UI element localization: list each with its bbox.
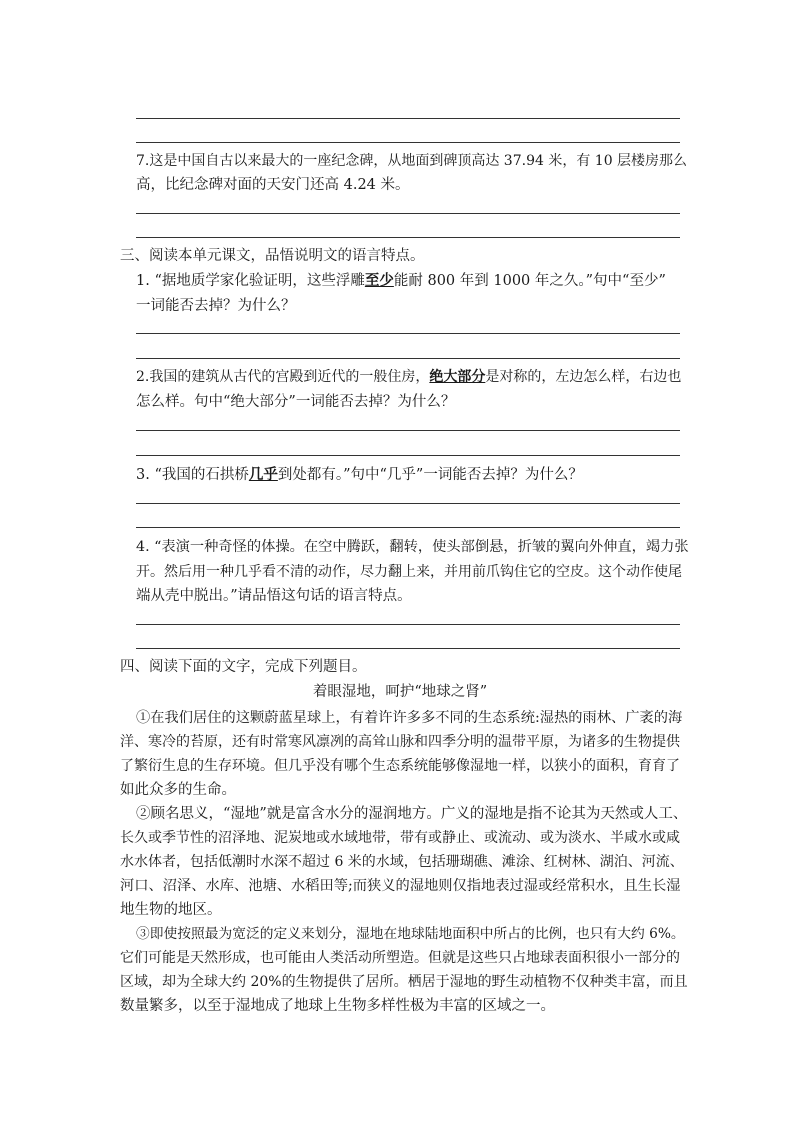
p3-line-4: 数量繁多，以至于湿地成了地球上生物多样性极为丰富的区域之一。 bbox=[120, 998, 555, 1014]
section-4-heading: 四、阅读下面的文字，完成下列题目。 bbox=[120, 659, 367, 675]
answer-line[interactable] bbox=[136, 333, 680, 334]
answer-line[interactable] bbox=[136, 430, 680, 431]
answer-line[interactable] bbox=[136, 527, 680, 528]
s3-q2-line-2: 怎么样。句中“绝大部分”一词能否去掉？为什么？ bbox=[136, 394, 456, 410]
s3-q4-line-2: 开。然后用一种几乎看不清的动作，尽力翻上来，并用前爪钩住它的空皮。这个动作使尾 bbox=[136, 564, 682, 580]
p3-line-2: 它们可能是天然形成，也可能由人类活动所塑造。但就是这些只占地球表面积很小一部分的 bbox=[120, 950, 680, 966]
p2-line-4: 河口、沼泽、水库、池塘、水稻田等;而狭义的湿地则仅指地表过湿或经常积水，且生长湿 bbox=[120, 878, 681, 894]
answer-line[interactable] bbox=[136, 142, 680, 143]
p2-line-1: ②顾名思义，“湿地”就是富含水分的湿润地方。广义的湿地是指不论其为天然或人工、 bbox=[136, 806, 688, 822]
answer-line[interactable] bbox=[136, 237, 680, 238]
s3-q4-line-1: 4. “表演一种奇怪的体操。在空中腾跃，翻转，使头部倒悬，折皱的翼向外伸直，竭力张 bbox=[136, 539, 689, 555]
s3-q2-text-pre: 2.我国的建筑从古代的宫殿到近代的一般住房， bbox=[136, 369, 430, 385]
s3-q3-keyword: 几乎 bbox=[248, 466, 278, 483]
s3-q4-line-3: 端从壳中脱出。”请品悟这句话的语言特点。 bbox=[136, 588, 412, 604]
answer-line[interactable] bbox=[136, 213, 680, 214]
s3-q3-text-pre: 3. “我国的石拱桥 bbox=[136, 467, 249, 483]
section-3-heading: 三、阅读本单元课文，品悟说明文的语言特点。 bbox=[120, 248, 425, 264]
q7-line-1: 7.这是中国自古以来最大的一座纪念碑，从地面到碑顶高达 37.94 米，有 10 层楼房那么 bbox=[136, 153, 688, 169]
passage-title: 着眼湿地，呵护“地球之肾” bbox=[312, 684, 488, 700]
p1-line-2: 洋、寒冷的苔原，还有时常寒风凛冽的高耸山脉和四季分明的温带平原，为诸多的生物提供 bbox=[120, 734, 680, 750]
answer-line[interactable] bbox=[136, 503, 680, 504]
answer-line[interactable] bbox=[136, 455, 680, 456]
answer-line[interactable] bbox=[136, 648, 680, 649]
s3-q3-text-post: 到处都有。”句中“几乎”一词能否去掉？为什么？ bbox=[277, 467, 583, 483]
q7-line-2: 高，比纪念碑对面的天安门还高 4.24 米。 bbox=[136, 177, 410, 193]
p1-line-4: 如此众多的生命。 bbox=[120, 782, 236, 798]
s3-q1-line-2: 一词能否去掉？为什么？ bbox=[136, 298, 296, 314]
s3-q1-text-post: 能耐 800 年到 1000 年之久。”句中“至少” bbox=[393, 273, 666, 289]
p1-line-1: ①在我们居住的这颗蔚蓝星球上，有着许许多多不同的生态系统:湿热的雨林、广袤的海 bbox=[136, 710, 683, 726]
p2-line-5: 地生物的地区。 bbox=[120, 902, 222, 918]
p3-line-1: ③即使按照最为宽泛的定义来划分，湿地在地球陆地面积中所占的比例，也只有大约 6%。 bbox=[136, 926, 685, 942]
answer-line[interactable] bbox=[136, 624, 680, 625]
s3-q1-keyword: 至少 bbox=[364, 272, 394, 289]
answer-line[interactable] bbox=[136, 118, 680, 119]
s3-q2-keyword: 绝大部分 bbox=[429, 369, 486, 385]
s3-q2-line-1 bbox=[136, 367, 681, 387]
s3-q1-text-pre: 1. “据地质学家化验证明，这些浮雕 bbox=[136, 273, 365, 289]
p2-line-2: 长久或季节性的沼泽地、泥炭地或水域地带，带有或静止、或流动、或为淡水、半咸水或咸 bbox=[120, 830, 680, 846]
p1-line-3: 了繁衍生息的生存环境。但几乎没有哪个生态系统能够像湿地一样，以狭小的面积，育育了 bbox=[120, 758, 680, 774]
p2-line-3: 水水体者，包括低潮时水深不超过 6 米的水域，包括珊瑚礁、滩涂、红树林、湖泊、河流、 bbox=[120, 854, 684, 870]
s3-q3-line-1 bbox=[136, 465, 583, 485]
p3-line-3: 区域，却为全球大约 20%的生物提供了居所。栖居于湿地的野生动植物不仅种类丰富，而且 bbox=[120, 974, 688, 990]
answer-line[interactable] bbox=[136, 358, 680, 359]
s3-q1-line-1 bbox=[136, 271, 666, 291]
s3-q2-text-post: 是对称的，左边怎么样，右边也 bbox=[485, 369, 682, 385]
